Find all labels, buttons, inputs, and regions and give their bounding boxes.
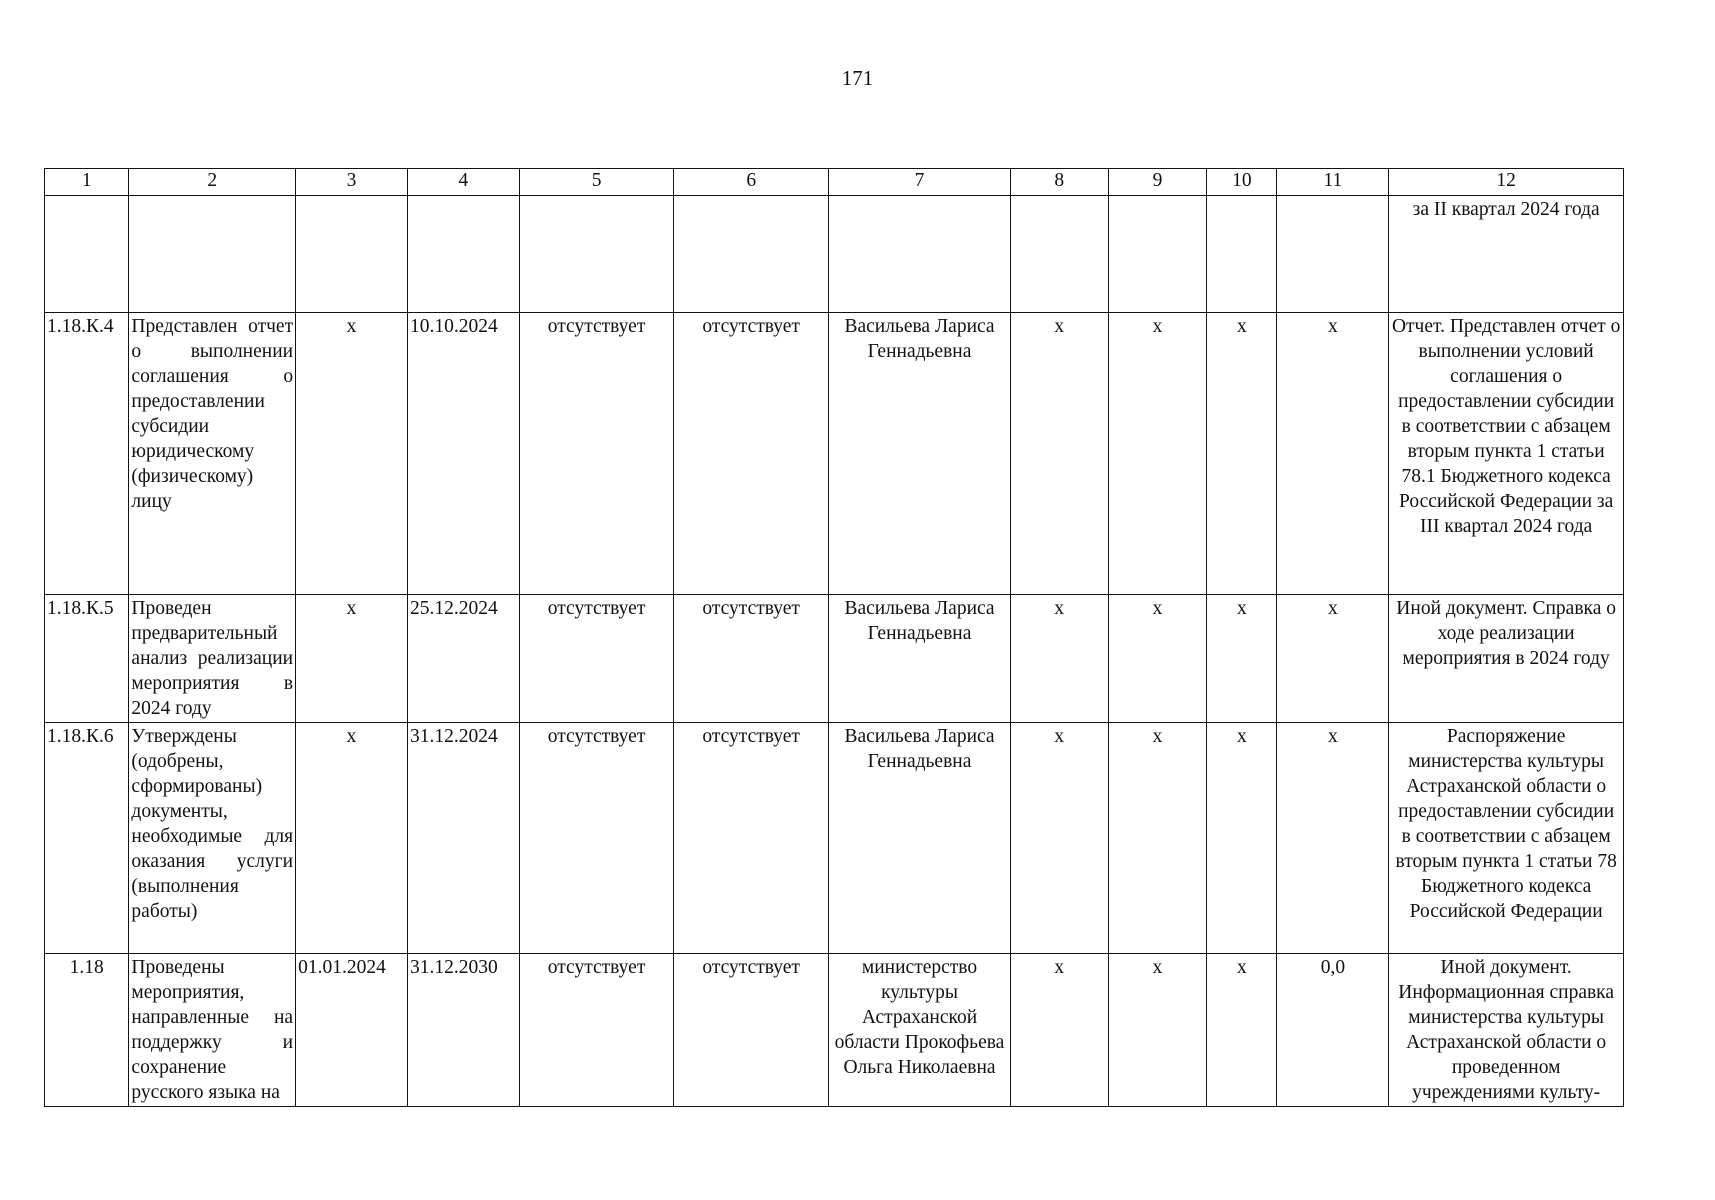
- column-header: 8: [1011, 169, 1109, 196]
- data-table: [44, 168, 1624, 1107]
- cell-col8: х: [1011, 595, 1109, 723]
- cell-type-2: отсутствует: [674, 595, 829, 723]
- cell-type: отсутствует: [519, 595, 674, 723]
- table-row: [45, 595, 1624, 723]
- cell-start-date: х: [296, 723, 408, 954]
- cell-col9: [1108, 196, 1207, 313]
- column-header: 4: [407, 169, 519, 196]
- cell-type-2: отсутствует: [674, 723, 829, 954]
- cell-col8: х: [1011, 954, 1109, 1107]
- cell-type: отсутствует: [519, 954, 674, 1107]
- cell-number: 1.18.К.4: [45, 313, 129, 595]
- cell-document: Иной документ. Справка о ходе реализации мероприятия в 2024 году: [1389, 595, 1624, 723]
- cell-end-date: 31.12.2030: [407, 954, 519, 1107]
- column-header: 11: [1277, 169, 1389, 196]
- cell-type: отсутствует: [519, 723, 674, 954]
- column-header: 9: [1108, 169, 1207, 196]
- cell-result: Представлен отчет о выполнении соглашения о предоставлении субсидии юридическому (физическому) лицу: [129, 313, 296, 595]
- table-row: [45, 313, 1624, 595]
- column-header: 7: [829, 169, 1011, 196]
- cell-responsible: Васильева Лариса Геннадьевна: [829, 723, 1011, 954]
- cell-document: Распоряжение министерства культуры Астраханской области о предоставлении субсидии в соответствии с абзацем вторым пункта 1 статьи 78 Бюджетного кодекса Российской Федерации: [1389, 723, 1624, 954]
- cell-result: Проведен предварительный анализ реализации мероприятия в 2024 году: [129, 595, 296, 723]
- cell-document: Отчет. Представлен отчет о выполнении условий соглашения о предоставлении субсидии в соответствии с абзацем вторым пункта 1 статьи 78.1 Бюджетного кодекса Российской Федерации за III квартал 2024 года: [1389, 313, 1624, 595]
- cell-col10: х: [1207, 595, 1277, 723]
- cell-end-date: 31.12.2024: [407, 723, 519, 954]
- cell-number: 1.18: [45, 954, 129, 1107]
- cell-col10: [1207, 196, 1277, 313]
- cell-document: Иной документ. Информационная справка министерства культуры Астраханской области о проведенном учреждениями культу-: [1389, 954, 1624, 1107]
- cell-col9: х: [1108, 313, 1207, 595]
- cell-type: отсутствует: [519, 313, 674, 595]
- column-header: 5: [519, 169, 674, 196]
- cell-responsible: [829, 196, 1011, 313]
- cell-responsible: Васильева Лариса Геннадьевна: [829, 313, 1011, 595]
- cell-type-2: отсутствует: [674, 313, 829, 595]
- cell-col11: [1277, 196, 1389, 313]
- cell-result: [129, 196, 296, 313]
- cell-responsible: министерство культуры Астраханской области Прокофьева Ольга Николаевна: [829, 954, 1011, 1107]
- cell-start-date: х: [296, 595, 408, 723]
- cell-col8: х: [1011, 723, 1109, 954]
- cell-start-date: [296, 196, 408, 313]
- cell-number: [45, 196, 129, 313]
- cell-col10: х: [1207, 313, 1277, 595]
- cell-col9: х: [1108, 723, 1207, 954]
- cell-col11: х: [1277, 595, 1389, 723]
- page-number: 171: [841, 66, 874, 90]
- cell-col9: х: [1108, 595, 1207, 723]
- cell-document: за II квартал 2024 года: [1389, 196, 1624, 313]
- column-header: 1: [45, 169, 129, 196]
- cell-col11: х: [1277, 723, 1389, 954]
- cell-col11: 0,0: [1277, 954, 1389, 1107]
- cell-end-date: 10.10.2024: [407, 313, 519, 595]
- table-row: [45, 954, 1624, 1107]
- cell-start-date: 01.01.2024: [296, 954, 408, 1107]
- cell-col9: х: [1108, 954, 1207, 1107]
- cell-col8: [1011, 196, 1109, 313]
- column-header: 6: [674, 169, 829, 196]
- table-row: [45, 723, 1624, 954]
- cell-start-date: х: [296, 313, 408, 595]
- column-header: 2: [129, 169, 296, 196]
- cell-col8: х: [1011, 313, 1109, 595]
- cell-end-date: 25.12.2024: [407, 595, 519, 723]
- column-header: 12: [1389, 169, 1624, 196]
- cell-result: Проведены мероприятия, направленные на поддержку и сохранение русского языка на: [129, 954, 296, 1107]
- column-header: 10: [1207, 169, 1277, 196]
- cell-end-date: [407, 196, 519, 313]
- cell-col11: х: [1277, 313, 1389, 595]
- table-row: [45, 196, 1624, 313]
- column-header: 3: [296, 169, 408, 196]
- cell-number: 1.18.К.5: [45, 595, 129, 723]
- cell-result: Утверждены (одобрены, сформированы) документы, необходимые для оказания услуги (выполнения работы): [129, 723, 296, 954]
- column-number-header-row: [45, 169, 1624, 196]
- cell-type-2: отсутствует: [674, 954, 829, 1107]
- cell-col10: х: [1207, 723, 1277, 954]
- cell-responsible: Васильева Лариса Геннадьевна: [829, 595, 1011, 723]
- cell-type-2: [674, 196, 829, 313]
- cell-col10: х: [1207, 954, 1277, 1107]
- cell-type: [519, 196, 674, 313]
- cell-number: 1.18.К.6: [45, 723, 129, 954]
